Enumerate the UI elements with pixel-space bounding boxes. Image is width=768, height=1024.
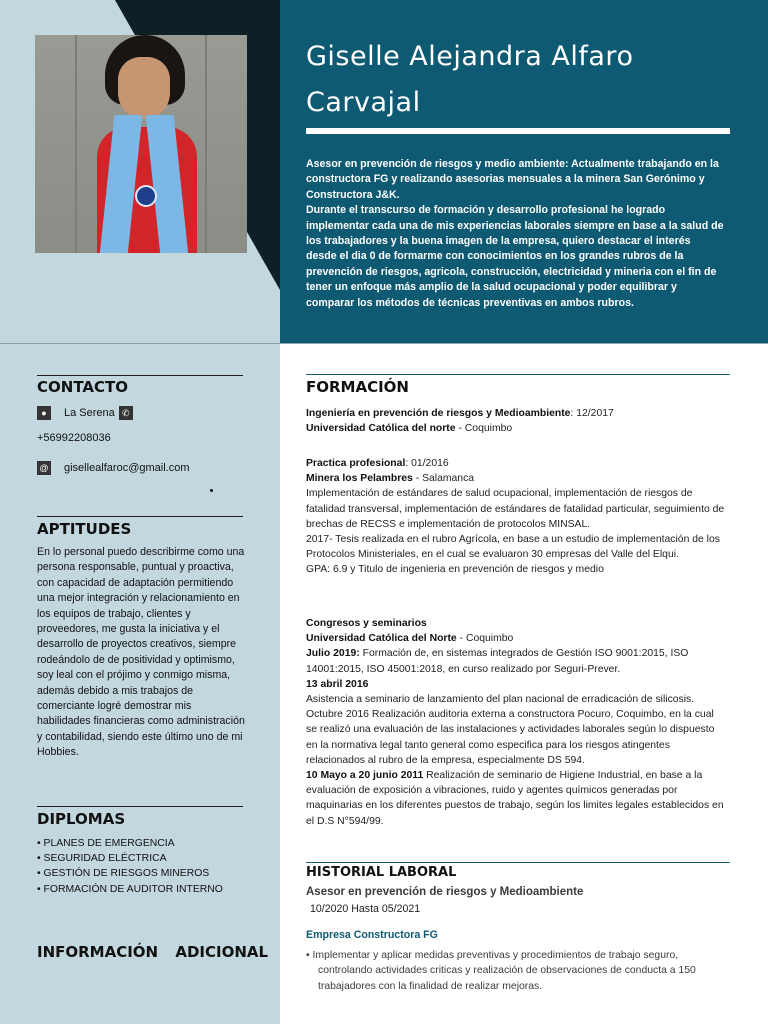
diploma-item: • GESTIÓN DE RIESGOS MINEROS	[37, 866, 245, 881]
practica-place: Minera los Pelambres	[306, 473, 413, 485]
contact-phone[interactable]: +56992208036	[37, 432, 111, 444]
practica-entry	[306, 456, 726, 578]
phone-icon: ✆	[119, 406, 133, 420]
degree-date: : 12/2017	[570, 408, 614, 419]
diplomas-rule	[37, 806, 243, 807]
practica-text-2: 2017- Tesis realizada en el rubro Agrícola, en base a un estudio de implementación de los Protocolos Ministeriales, en el cual se evaluaron 30 empresas del Valle del Elqui.	[306, 534, 720, 561]
congresos-city: - Coquimbo	[456, 633, 514, 645]
historial-bullet: • Implementar y aplicar medidas preventivas y procedimientos de trabajo seguro, controlando actividades criticas y realización de observaciones de conducta a 150 trabajadores con la finalidad de realizar mejoras.	[306, 950, 696, 992]
diplomas-title: DIPLOMAS	[37, 810, 126, 828]
diplomas-list	[37, 836, 245, 897]
practica-date: : 01/2016	[405, 458, 449, 469]
name-line-2: Carvajal	[306, 87, 421, 118]
degree-label: Ingeniería en prevención de riesgos y Medioambiente	[306, 408, 571, 419]
historial-company: Empresa Constructora FG	[306, 929, 438, 941]
aptitudes-title: APTITUDES	[37, 520, 132, 538]
congresos-school: Universidad Católica del Norte	[306, 633, 457, 645]
formacion-rule	[306, 374, 730, 375]
contact-rule	[37, 375, 243, 376]
contact-title: CONTACTO	[37, 378, 128, 396]
formacion-title: FORMACIÓN	[306, 378, 409, 396]
profile-summary	[306, 157, 724, 311]
candidate-name	[306, 34, 746, 126]
practica-label: Practica profesional	[306, 458, 406, 469]
historial-title: HISTORIAL LABORAL	[306, 865, 457, 880]
congreso-2-date: 13 abril 2016	[306, 678, 369, 690]
photo-badge	[135, 185, 157, 207]
historial-dates: 10/2020 Hasta 05/2021	[310, 903, 421, 915]
diploma-item: • PLANES DE EMERGENCIA	[37, 836, 245, 851]
contact-email-row	[37, 461, 190, 475]
diploma-item: • SEGURIDAD ELÉCTRICA	[37, 851, 245, 866]
practica-text-1: Implementación de estándares de salud ocupacional, implementación de riesgos de fatalidad transversal, implementación de estándares de fatalidad particular, seguimiento de brechas de RECSS e implementación de protocolos MINSAL.	[306, 488, 725, 530]
email-icon: @	[37, 461, 51, 475]
historial-role: Asesor en prevención de riesgos y Medioambiente	[306, 886, 584, 898]
location-icon: ●	[37, 406, 51, 420]
congreso-1-text: Formación de, en sistemas integrados de Gestión ISO 9001:2015, ISO 14001:2015, ISO 45001:2018, en curso realizado por Seguri-Prever.	[306, 648, 689, 675]
contact-city: La Serena	[64, 407, 115, 419]
degree-entry	[306, 406, 726, 436]
summary-paragraph-2: Durante el transcurso de formación y desarrollo profesional he logrado implementar cada una de mis experiencias laborales siempre en base a la salud de los trabajadores y la buena imagen de la empresa, quiero destacar el interés desde el dia 0 de formarme con conocimientos en los grandes rubros de la prevención de riesgos, agricola, construcción, electricidad y mineria con el fin de tener un enfoque más amplio de la salud ocupacional y poder equilibrar y comparar los métodos de técnicas preventivas en ambos rubros.	[306, 204, 724, 309]
photo-face	[118, 57, 170, 119]
aptitudes-rule	[37, 516, 243, 517]
summary-paragraph-1: Asesor en prevención de riesgos y medio ambiente: Actualmente trabajando en la constructora FG y realizando asesorias mensuales a la minera San Gerónimo y Constructora J&K.	[306, 158, 719, 201]
contact-email[interactable]: gisellealfaroc@gmail.com	[64, 462, 190, 474]
congreso-4-text: Realización de seminario de Higiene Industrial, en base a la evaluación de exposición a vibraciones, ruido y agentes químicos generadas por maquinarias en los diferentes puestos de trabajo, según los limites legales establecidos en el D.S N°594/99.	[306, 770, 724, 827]
historial-rule	[306, 862, 730, 863]
practica-city: - Salamanca	[412, 473, 475, 485]
header-divider	[0, 343, 768, 344]
aptitudes-text: En lo personal puedo describirme como una persona responsable, puntual y proactiva, con capacidad de adaptación permitiendo una mejor integración y relacionamiento en los equipos de trabajo, clientes y proveedores, me gusta la iniciativa y el desarrollo de proyectos creativos, siempre rodeándolo de de positividad y optimismo, soy leal con el prójimo y conmigo misma, además debido a mis trabajos de comerciante logré demostrar mis habilidades financieras como administración y contabilidad, siendo este último uno de mi Hobbies.	[37, 546, 245, 759]
profile-photo	[35, 35, 247, 253]
congreso-1-date: Julio 2019:	[306, 648, 360, 660]
degree-school: Universidad Católica del norte	[306, 423, 456, 435]
additional-info-title: INFORMACIÓN ADICIONAL	[37, 943, 269, 961]
wall-seam	[75, 35, 77, 253]
congresos-label: Congresos y seminarios	[306, 618, 427, 629]
congreso-2-text: Asistencia a seminario de lanzamiento del plan nacional de erradicación de silicosis.	[306, 694, 695, 706]
congresos-entry	[306, 616, 726, 829]
degree-city: - Coquimbo	[455, 423, 513, 435]
wall-seam	[205, 35, 207, 253]
diploma-item: • FORMACIÓN DE AUDITOR INTERNO	[37, 882, 245, 897]
practica-text-3: GPA: 6.9 y Titulo de ingenieria en prevención de riesgos y medio	[306, 564, 604, 576]
congreso-4-date: 10 Mayo a 20 junio 2011	[306, 770, 424, 782]
contact-city-row	[37, 406, 133, 420]
bullet-dot	[210, 489, 213, 492]
name-underline	[306, 128, 730, 134]
congreso-3-text: Octubre 2016 Realización auditoria externa a constructora Pocuro, Coquimbo, en la cual se realizó una evaluación de las instalaciones y actividades laborales según lo dispuesto en la normativa legal tanto general como especifica para los riesgos atingentes relacionados al rubro de la empresa, especialmente DS 594.	[306, 709, 715, 766]
name-line-1: Giselle Alejandra Alfaro	[306, 41, 634, 72]
